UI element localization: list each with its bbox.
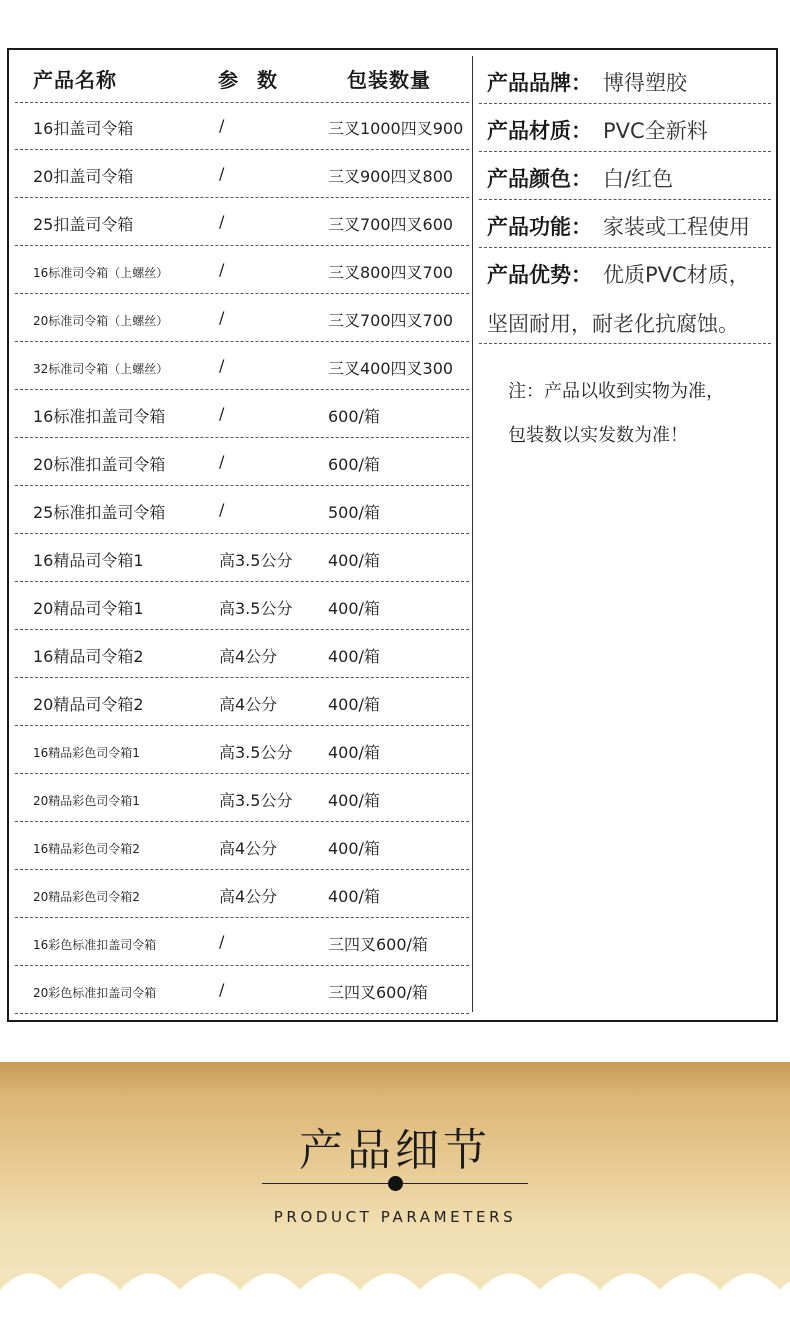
table-row — [15, 870, 469, 918]
table-row — [15, 150, 469, 198]
brand-value: 博得塑胶 — [603, 71, 687, 95]
row-name: 20扣盖司令箱 — [33, 167, 134, 186]
row-param: 高3.5公分 — [219, 791, 293, 810]
banner-title: 产品细节 — [299, 1125, 491, 1176]
row-qty: 400/箱 — [328, 887, 380, 906]
table-row — [15, 486, 469, 534]
row-name: 20标准司令箱（上螺丝） — [33, 314, 169, 328]
note-line-1: 注：产品以收到实物为准， — [508, 381, 724, 402]
info-material — [479, 104, 771, 152]
table-row — [15, 294, 469, 342]
row-name: 16精品司令箱1 — [33, 551, 144, 570]
row-name: 16精品彩色司令箱1 — [33, 746, 140, 760]
row-qty: 400/箱 — [328, 791, 380, 810]
row-qty: 三叉1000四叉900 — [328, 119, 464, 138]
row-qty: 三叉900四叉800 — [328, 167, 454, 186]
spec-table-frame — [7, 48, 778, 1022]
row-name: 25扣盖司令箱 — [33, 215, 134, 234]
row-param: 高3.5公分 — [219, 551, 293, 570]
table-row — [15, 246, 469, 294]
table-row — [15, 630, 469, 678]
row-qty: 三叉800四叉700 — [328, 263, 454, 282]
section-banner — [0, 1062, 790, 1343]
info-brand — [479, 56, 771, 104]
table-header — [15, 50, 469, 103]
info-function — [479, 200, 771, 248]
row-name: 16精品司令箱2 — [33, 647, 144, 666]
row-qty: 500/箱 — [328, 503, 380, 522]
row-name: 20精品彩色司令箱1 — [33, 794, 140, 808]
table-row — [15, 390, 469, 438]
banner-subtitle: PRODUCT PARAMETERS — [273, 1208, 517, 1226]
row-param: / — [219, 356, 225, 375]
table-row — [15, 918, 469, 966]
row-qty: 400/箱 — [328, 647, 380, 666]
row-qty: 三叉700四叉700 — [328, 311, 454, 330]
disclaimer-note — [508, 370, 724, 458]
header-param: 参 数 — [218, 68, 283, 92]
row-param: / — [219, 980, 225, 999]
function-value: 家装或工程使用 — [603, 215, 750, 239]
row-qty: 400/箱 — [328, 551, 380, 570]
row-param: / — [219, 932, 225, 951]
table-row — [15, 438, 469, 486]
product-info — [479, 56, 771, 344]
table-row — [15, 726, 469, 774]
row-qty: 400/箱 — [328, 839, 380, 858]
table-body — [15, 102, 469, 1014]
table-row — [15, 822, 469, 870]
row-param: 高4公分 — [219, 695, 278, 714]
row-qty: 400/箱 — [328, 599, 380, 618]
row-param: / — [219, 404, 225, 423]
row-param: / — [219, 500, 225, 519]
row-qty: 600/箱 — [328, 407, 380, 426]
row-name: 25标准扣盖司令箱 — [33, 503, 166, 522]
row-param: 高4公分 — [219, 647, 278, 666]
row-name: 20彩色标准扣盖司令箱 — [33, 986, 157, 1000]
row-name: 16彩色标准扣盖司令箱 — [33, 938, 157, 952]
table-row — [15, 198, 469, 246]
divider-dot — [388, 1176, 403, 1191]
note-line-2: 包装数以实发数为准！ — [508, 425, 688, 446]
table-row — [15, 774, 469, 822]
row-param: / — [219, 452, 225, 471]
material-value: PVC全新料 — [603, 119, 708, 143]
row-qty: 400/箱 — [328, 743, 380, 762]
table-row — [15, 342, 469, 390]
row-name: 16扣盖司令箱 — [33, 119, 134, 138]
row-qty: 600/箱 — [328, 455, 380, 474]
brand-label: 产品品牌： — [487, 71, 592, 95]
table-row — [15, 678, 469, 726]
info-advantage — [479, 248, 771, 344]
table-row — [15, 582, 469, 630]
row-qty: 400/箱 — [328, 695, 380, 714]
row-name: 20精品彩色司令箱2 — [33, 890, 140, 904]
table-row — [15, 102, 469, 150]
wave-edge — [0, 1260, 790, 1343]
color-label: 产品颜色： — [487, 167, 592, 191]
divider-line-right — [402, 1183, 528, 1184]
row-name: 20标准扣盖司令箱 — [33, 455, 166, 474]
row-name: 16标准扣盖司令箱 — [33, 407, 166, 426]
row-param: 高3.5公分 — [219, 743, 293, 762]
row-param: / — [219, 308, 225, 327]
row-param: / — [219, 164, 225, 183]
row-qty: 三叉400四叉300 — [328, 359, 454, 378]
row-name: 32标准司令箱（上螺丝） — [33, 362, 169, 376]
row-qty: 三四叉600/箱 — [328, 935, 428, 954]
row-name: 20精品司令箱1 — [33, 599, 144, 618]
row-param: / — [219, 116, 225, 135]
row-qty: 三四叉600/箱 — [328, 983, 428, 1002]
header-name: 产品名称 — [33, 68, 117, 92]
table-row — [15, 534, 469, 582]
row-param: 高3.5公分 — [219, 599, 293, 618]
material-label: 产品材质： — [487, 119, 592, 143]
row-param: / — [219, 260, 225, 279]
row-name: 16标准司令箱（上螺丝） — [33, 266, 169, 280]
row-name: 16精品彩色司令箱2 — [33, 842, 140, 856]
row-param: / — [219, 212, 225, 231]
advantage-value-1: 优质PVC材质， — [603, 263, 750, 287]
advantage-label: 产品优势： — [487, 263, 592, 287]
row-qty: 三叉700四叉600 — [328, 215, 454, 234]
advantage-value-2: 坚固耐用，耐老化抗腐蚀。 — [487, 312, 739, 336]
table-row — [15, 966, 469, 1014]
row-name: 20精品司令箱2 — [33, 695, 144, 714]
color-value: 白/红色 — [603, 167, 674, 191]
column-divider — [472, 56, 473, 1012]
divider-line-left — [262, 1183, 389, 1184]
info-color — [479, 152, 771, 200]
function-label: 产品功能： — [487, 215, 592, 239]
row-param: 高4公分 — [219, 839, 278, 858]
row-param: 高4公分 — [219, 887, 278, 906]
header-qty: 包装数量 — [347, 68, 431, 92]
